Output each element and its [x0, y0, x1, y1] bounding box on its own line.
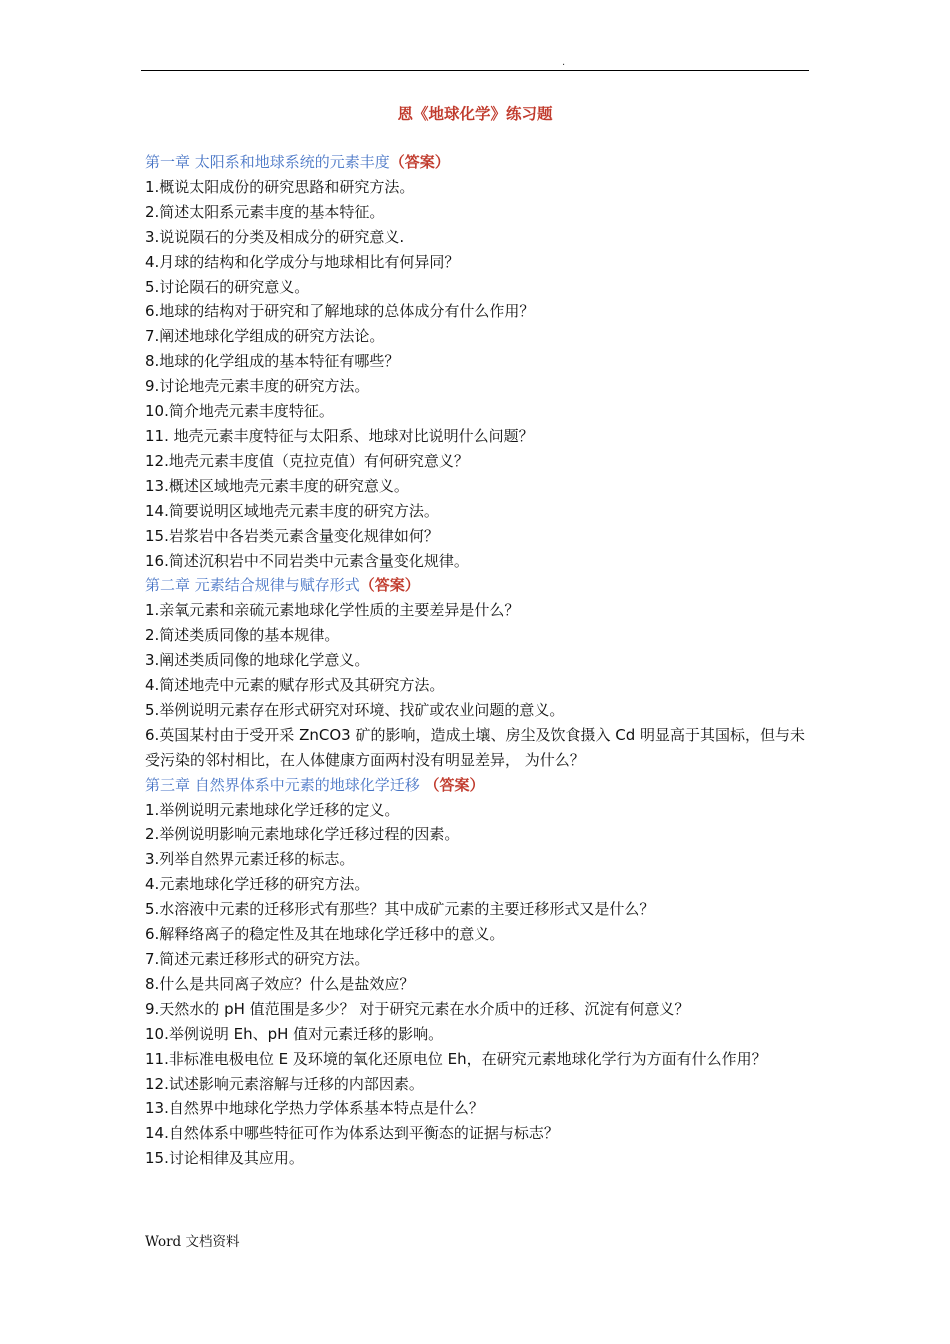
question-item: 16.简述沉积岩中不同岩类中元素含量变化规律。: [145, 551, 469, 570]
question-item: 5.举例说明元素存在形式研究对环境、找矿或农业问题的意义。: [145, 700, 565, 719]
question-item: 4.元素地球化学迁移的研究方法。: [145, 875, 370, 894]
question-item: 6.英国某村由于受开采 ZnCO3 矿的影响，造成土壤、房尘及饮食摄入 Cd 明显高于其国标，但与未受污染的邻村相比，在人体健康方面两村没有明显差异， 为什么？: [145, 725, 805, 769]
chapter-heading-2: [145, 573, 815, 598]
question-item: 2.举例说明影响元素地球化学迁移过程的因素。: [145, 825, 460, 844]
question-item: 5.水溶液中元素的迁移形式有那些？其中成矿元素的主要迁移形式又是什么？: [145, 900, 655, 919]
question-item: 8.地球的化学组成的基本特征有哪些？: [145, 352, 400, 371]
question-item: 13.概述区域地壳元素丰度的研究意义。: [145, 476, 409, 495]
question-item: 3.说说陨石的分类及相成分的研究意义.: [145, 227, 405, 246]
question-item: 9.讨论地壳元素丰度的研究方法。: [145, 377, 370, 396]
answer-link[interactable]: （答案）: [359, 576, 420, 595]
page-footer: Word 文档资料: [145, 1234, 240, 1250]
question-list: [145, 150, 815, 1171]
question-item: 7.阐述地球化学组成的研究方法论。: [145, 327, 385, 346]
question-item: 4.简述地壳中元素的赋存形式及其研究方法。: [145, 676, 445, 695]
question-item: 11.非标准电极电位 E 及环境的氧化还原电位 Eh，在研究元素地球化学行为方面有什么作用？: [145, 1049, 767, 1068]
header-rule: [141, 70, 809, 71]
question-item: 14.简要说明区域地壳元素丰度的研究方法。: [145, 501, 439, 520]
question-item: 4.月球的结构和化学成分与地球相比有何异同？: [145, 252, 460, 271]
question-item: 10.简介地壳元素丰度特征。: [145, 402, 334, 421]
question-item: 10.举例说明 Eh、pH 值对元素迁移的影响。: [145, 1024, 444, 1043]
question-item: 11. 地壳元素丰度特征与太阳系、地球对比说明什么问题？: [145, 426, 534, 445]
question-item: 3.阐述类质同像的地球化学意义。: [145, 651, 370, 670]
answer-link[interactable]: （答案）: [389, 153, 450, 171]
chapter-heading-3: [145, 773, 815, 798]
answer-link[interactable]: （答案）: [424, 775, 485, 794]
chapter-title: 第一章 太阳系和地球系统的元素丰度: [145, 153, 390, 171]
question-item: 2.简述太阳系元素丰度的基本特征。: [145, 202, 385, 221]
question-item: 1.亲氧元素和亲硫元素地球化学性质的主要差异是什么？: [145, 601, 520, 620]
question-item: 13.自然界中地球化学热力学体系基本特点是什么？: [145, 1099, 484, 1118]
question-item: 15.讨论相律及其应用。: [145, 1149, 304, 1168]
question-item: 12.地壳元素丰度值（克拉克值）有何研究意义？: [145, 451, 469, 470]
header-mark: .: [562, 57, 566, 68]
question-item: 1.举例说明元素地球化学迁移的定义。: [145, 800, 400, 819]
question-item: 9.天然水的 pH 值范围是多少？ 对于研究元素在水介质中的迁移、沉淀有何意义？: [145, 999, 690, 1018]
question-item: 6.地球的结构对于研究和了解地球的总体成分有什么作用？: [145, 302, 535, 321]
question-item: 1.概说太阳成份的研究思路和研究方法。: [145, 177, 415, 196]
chapter-title: 第二章 元素结合规律与赋存形式: [145, 576, 360, 595]
document-title: 恩《地球化学》练习题: [397, 105, 553, 123]
question-item: 14.自然体系中哪些特征可作为体系达到平衡态的证据与标志？: [145, 1124, 559, 1143]
question-item: 6.解释络离子的稳定性及其在地球化学迁移中的意义。: [145, 925, 505, 944]
question-item: 12.试述影响元素溶解与迁移的内部因素。: [145, 1074, 424, 1093]
question-item: 7.简述元素迁移形式的研究方法。: [145, 950, 370, 968]
chapter-title: 第三章 自然界体系中元素的地球化学迁移: [145, 775, 425, 794]
question-item: 2.简述类质同像的基本规律。: [145, 626, 340, 645]
question-item: 15.岩浆岩中各岩类元素含量变化规律如何？: [145, 526, 439, 545]
question-item: 3.列举自然界元素迁移的标志。: [145, 850, 355, 869]
question-item: 5.讨论陨石的研究意义。: [145, 277, 310, 296]
question-item: 8.什么是共同离子效应？什么是盐效应？: [145, 974, 415, 993]
chapter-heading-1: [145, 150, 815, 175]
